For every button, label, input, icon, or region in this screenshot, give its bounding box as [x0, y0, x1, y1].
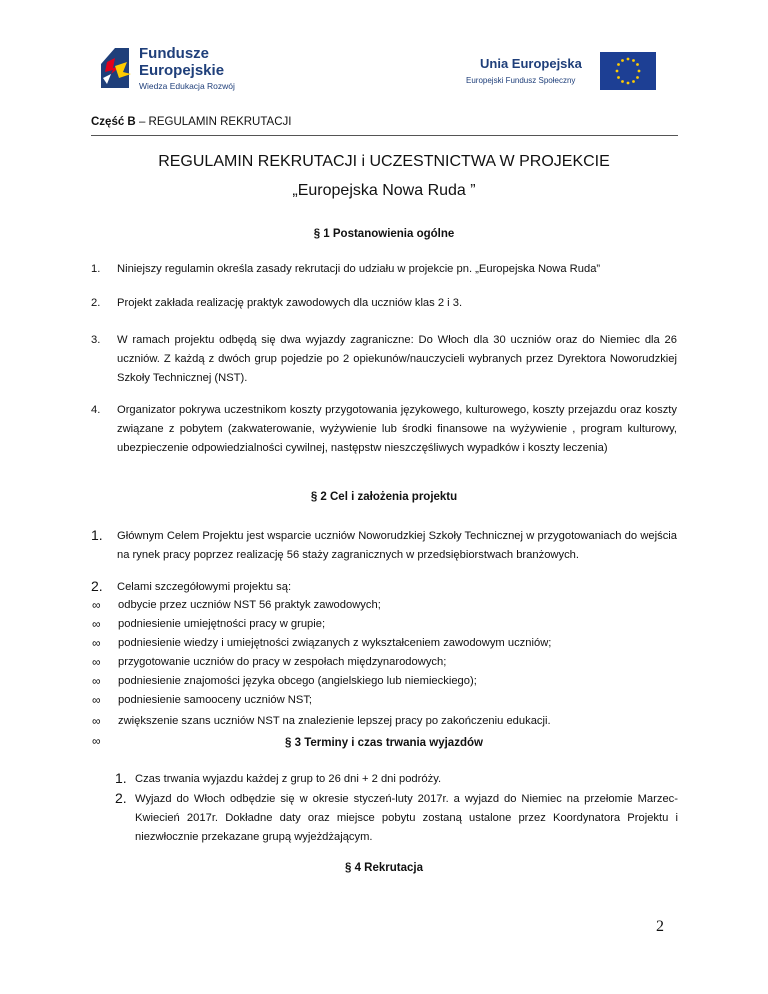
- part-label-bold: Część B: [91, 116, 136, 128]
- objective-item: [92, 672, 672, 691]
- objectives-list: [92, 596, 672, 751]
- s2-item-1-text: Głównym Celem Projektu jest wsparcie uczniów Noworudzkiej Szkoły Technicznej w przygotowaniach do wejścia na rynek pracy poprzez realizację 56 staży zagranicznych w przedsiębiorstwach branżowych.: [117, 530, 677, 561]
- eu-flag-icon: [600, 52, 656, 90]
- s1-item-3-number: 3.: [91, 334, 101, 346]
- fe-emblem-icon: [97, 44, 135, 92]
- s2-item-1-number: 1.: [91, 527, 103, 543]
- s1-item-4-number: 4.: [91, 404, 101, 416]
- objective-item: [92, 634, 672, 653]
- document-title: REGULAMIN REKRUTACJI i UCZESTNICTWA W PROJEKCIE: [158, 153, 610, 170]
- s2-item-2-number: 2.: [91, 578, 103, 594]
- objective-item: [92, 596, 672, 615]
- ue-logo-line1: Unia Europejska: [480, 56, 582, 71]
- s2-item-2-text: Celami szczegółowymi projektu są:: [117, 581, 292, 593]
- objective-text: zwiększenie szans uczniów NST na znalezienie lepszej pracy po zakończeniu edukacji.: [118, 715, 551, 727]
- fundusze-europejskie-logo: [97, 44, 277, 96]
- fe-logo-line2: Europejskie: [139, 62, 225, 79]
- part-label: [91, 116, 291, 128]
- objective-text: podniesienie umiejętności pracy w grupie;: [118, 618, 326, 630]
- objective-text: odbycie przez uczniów NST 56 praktyk zawodowych;: [118, 599, 381, 611]
- page-number: 2: [656, 918, 664, 935]
- objective-item: [92, 691, 672, 710]
- objective-item: [92, 710, 672, 732]
- objective-text: podniesienie znajomości języka obcego (angielskiego lub niemieckiego);: [118, 675, 477, 687]
- s1-item-2-text: Projekt zakłada realizację praktyk zawodowych dla uczniów klas 2 i 3.: [117, 297, 463, 309]
- fe-logo-line3: Wiedza Edukacja Rozwój: [139, 81, 235, 91]
- infinity-bullet-icon: ∞: [92, 714, 101, 728]
- s3-item-2-text: Wyjazd do Włoch odbędzie się w okresie styczeń-luty 2017r. a wyjazd do Niemiec na przełomie Marzec-Kwiecień 2017r. Dokładne daty oraz miejsce pobytu zostaną ustalone przez Koordynatora Projektu i niezwłocznie przekazane grupą wyjeżdżającym.: [135, 793, 678, 843]
- infinity-bullet-icon: ∞: [92, 598, 101, 612]
- objective-text: podniesienie samooceny uczniów NST;: [118, 694, 313, 706]
- objective-text: podniesienie wiedzy i umiejętności związanych z wykształceniem zawodowym uczniów;: [118, 637, 552, 649]
- header-divider: [91, 135, 678, 136]
- objective-item: [92, 653, 672, 672]
- infinity-bullet-icon: ∞: [92, 655, 101, 669]
- unia-europejska-logo: [460, 52, 660, 92]
- infinity-bullet-icon: ∞: [92, 674, 101, 688]
- infinity-bullet-icon: ∞: [92, 636, 101, 650]
- infinity-bullet-icon: ∞: [92, 693, 101, 707]
- objective-item: [92, 615, 672, 634]
- section-3-heading: § 3 Terminy i czas trwania wyjazdów: [285, 737, 483, 749]
- s1-item-4-text: Organizator pokrywa uczestnikom koszty przygotowania językowego, kulturowego, koszty przejazdu oraz koszty związane z pobytem (zakwaterowanie, wyżywienie lub środki finansowe na wyżywienie , program kulturowy, ubezpieczenie odpowiedzialności cywilnej, następstw nieszczęśliwych wypadków i koszty leczenia): [117, 404, 677, 454]
- s3-item-1-text: Czas trwania wyjazdu każdej z grup to 26 dni + 2 dni podróży.: [135, 773, 442, 785]
- fe-logo-line1: Fundusze: [139, 45, 209, 62]
- s1-item-2-number: 2.: [91, 297, 101, 309]
- part-label-rest: – REGULAMIN REKRUTACJI: [135, 116, 292, 128]
- ue-logo-line2: Europejski Fundusz Społeczny: [466, 76, 576, 85]
- infinity-bullet-icon: ∞: [92, 617, 101, 631]
- section-1-heading: § 1 Postanowienia ogólne: [313, 228, 455, 240]
- s1-item-1-text: Niniejszy regulamin określa zasady rekrutacji do udziału w projekcie pn. „Europejska Nowa Ruda”: [117, 263, 601, 275]
- project-name: „Europejska Nowa Ruda ”: [292, 182, 476, 199]
- section-2-heading: § 2 Cel i założenia projektu: [310, 491, 458, 503]
- s1-item-3-text: W ramach projektu odbędą się dwa wyjazdy zagraniczne: Do Włoch dla 30 uczniów oraz do Niemiec dla 26 uczniów. Z każdą z dwóch grup pojedzie po 2 opiekunów/nauczycieli wybranych przez Dyrektora Noworudzkiej Szkoły Technicznej (NST).: [117, 334, 677, 384]
- s3-item-1-number: 1.: [115, 770, 127, 786]
- objective-text: przygotowanie uczniów do pracy w zespołach międzynarodowych;: [118, 656, 447, 668]
- infinity-bullet-icon: ∞: [92, 734, 101, 748]
- s3-item-2-number: 2.: [115, 790, 127, 806]
- s1-item-1-number: 1.: [91, 263, 101, 275]
- section-4-heading: § 4 Rekrutacja: [345, 862, 423, 874]
